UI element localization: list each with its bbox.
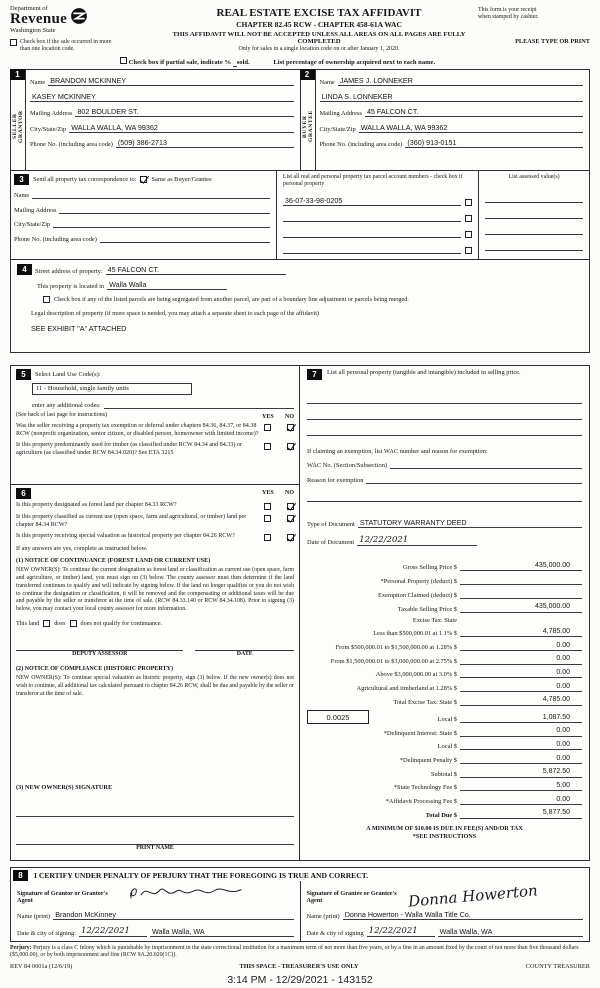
multi-location-label: Check box if the sale occurred in more than one location code. xyxy=(20,39,112,53)
corr-name-field[interactable] xyxy=(32,190,270,199)
state-technology-fee-label: *State Technology Fee $ xyxy=(393,784,457,792)
assessed-value-field-3[interactable] xyxy=(485,226,583,235)
s5-q1-yes-checkbox[interactable] xyxy=(264,424,271,431)
corr-phone-label: Phone No. (including area code) xyxy=(14,235,97,243)
seller-vertical-label: SELLER xyxy=(12,113,18,140)
excise-tax-state-header: Excise Tax: State xyxy=(412,616,457,624)
grantor-date-city-label: Date & city of signing: xyxy=(17,929,76,937)
personal-property-checkbox-2[interactable] xyxy=(465,215,472,222)
grantor-name-print-field[interactable]: Brandon McKinney xyxy=(53,910,293,920)
legal-description-label: Legal description of property (if more space is needed, you may attach a separate sheet to each page of the affidavit) xyxy=(31,310,319,317)
form-title: REAL ESTATE EXCISE TAX AFFIDAVIT xyxy=(216,7,422,19)
personal-property-checkbox-1[interactable] xyxy=(465,199,472,206)
seller-side-strip xyxy=(11,70,26,170)
form-chapter: CHAPTER 82.45 RCW - CHAPTER 458-61A WAC xyxy=(236,20,402,29)
s5-no-label: NO xyxy=(285,413,294,420)
exemption-intro: If claiming an exemption, list WAC number and reason for exemption: xyxy=(307,447,488,455)
parcel-header: List all real and personal property tax parcel account numbers - check box if personal property xyxy=(282,173,463,188)
section-5 xyxy=(10,365,300,485)
subtotal-value[interactable]: 5,872.50 xyxy=(460,768,582,778)
tier4-value[interactable]: 0.00 xyxy=(460,669,582,679)
agricultural-label: Agricultural and timberland at 1.28% $ xyxy=(356,685,457,693)
section-4 xyxy=(10,259,590,353)
grantor-name-print-label: Name (print) xyxy=(17,913,51,921)
print-name-line[interactable] xyxy=(16,833,294,845)
wac-label: WAC No. (Section/Subsection) xyxy=(307,462,388,470)
street-address-label: Street address of property: xyxy=(35,267,103,275)
additional-codes-field[interactable] xyxy=(104,400,294,409)
delinquent-penalty-label: *Delinquent Penalty $ xyxy=(399,757,457,765)
corr-city-field[interactable] xyxy=(53,219,270,228)
land-use-code-select[interactable]: 11 - Household, single family units xyxy=(32,383,192,395)
grantee-name-print-field[interactable]: Donna Howerton - Walla Walla Title Co. xyxy=(343,910,583,920)
buyer-vertical-label: BUYER xyxy=(301,114,308,138)
s6-q2-no-checkbox[interactable] xyxy=(287,515,294,522)
s5-question-2 xyxy=(16,442,294,458)
s6-q3-text: Is this property receiving special valuation as historical property per chapter 84.26 RCW? xyxy=(16,533,235,540)
send-correspondence-label: Send all property tax correspondence to: xyxy=(33,175,137,183)
seller-name2-field[interactable]: KASEY MCKINNEY xyxy=(30,92,294,102)
taxable-selling-price-value[interactable]: 435,000.00 xyxy=(460,603,582,613)
located-in-label: This property is located in xyxy=(37,283,105,291)
wac-field[interactable] xyxy=(390,460,582,469)
land-use-label: Select Land Use Code(s): xyxy=(35,370,101,378)
parcel-number-field-2[interactable] xyxy=(283,213,461,222)
grantee-date-city-label: Date & city of signing xyxy=(306,929,364,937)
grantor-signature[interactable] xyxy=(112,883,262,905)
county-treasurer-label: COUNTY TREASURER xyxy=(525,963,590,971)
date-of-document-label: Date of Document xyxy=(307,538,355,546)
affidavit-processing-fee-value[interactable]: 0.00 xyxy=(460,796,582,806)
partial-sale-label: Check box if partial sale, indicate % xyxy=(128,58,232,66)
deputy-date-line[interactable] xyxy=(195,639,294,651)
buyer-phone-field[interactable]: (360) 913-0151 xyxy=(405,138,583,148)
section-7 xyxy=(299,365,590,861)
seller-city-label: City/State/Zip xyxy=(30,125,67,133)
segregated-label: Check box if any of the listed parcels are being segregated from another parcel, are part of a boundary line adjustment or parcels being merged. xyxy=(54,296,409,304)
s5-q2-no-checkbox[interactable] xyxy=(287,443,294,450)
personal-property-deduct-value[interactable] xyxy=(460,576,582,586)
s6-q1-text: Is this property designated as forest land per chapter 84.33 RCW? xyxy=(16,502,177,509)
form-header xyxy=(10,5,590,54)
tax-computation-block xyxy=(307,558,582,819)
print-name-label: PRINT NAME xyxy=(136,845,174,852)
parcel-number-field[interactable]: 36-07-33-98-0205 xyxy=(283,196,461,206)
see-instructions-note: *SEE INSTRUCTIONS xyxy=(412,832,477,840)
seller-section xyxy=(10,69,301,171)
exemption-claimed-value[interactable] xyxy=(460,589,582,599)
type-of-document-label: Type of Document xyxy=(307,520,355,528)
local-rate-box[interactable]: 0.0025 xyxy=(307,710,369,724)
minimum-due-note: A MINIMUM OF $10.00 IS DUE IN FEE(S) AND/OR TAX xyxy=(366,824,523,832)
buyer-name2-field[interactable]: LINDA S. LONNEKER xyxy=(320,92,584,102)
exemption-claimed-label: Exemption Claimed (deduct) $ xyxy=(378,591,457,599)
receipt-line2: when stamped by cashier. xyxy=(478,14,539,21)
seller-phone-label: Phone No. (including area code) xyxy=(30,141,113,149)
new-owner-signature-line[interactable] xyxy=(16,805,294,817)
segregated-checkbox[interactable] xyxy=(43,296,50,303)
total-excise-state-value[interactable]: 4,785.00 xyxy=(460,696,582,706)
perjury-note xyxy=(10,945,590,960)
s6-q3-no-checkbox[interactable] xyxy=(287,534,294,541)
personal-property-checkbox-3[interactable] xyxy=(465,231,472,238)
section-1-badge: 1 xyxy=(10,69,25,80)
perjury-label: Perjury: xyxy=(10,944,32,951)
personal-property-line-1[interactable] xyxy=(307,392,582,404)
s6-q1-yes-checkbox[interactable] xyxy=(264,503,271,510)
seller-phone-field[interactable]: (509) 386-2713 xyxy=(116,138,294,148)
corr-mailing-field[interactable] xyxy=(59,205,269,214)
buyer-side-strip xyxy=(301,70,316,170)
grantor-vertical-label: GRANTOR xyxy=(18,109,24,143)
deputy-date-label: DATE xyxy=(236,651,253,658)
dor-wordmark xyxy=(10,5,67,34)
buyer-city-label: City/State/Zip xyxy=(319,125,356,133)
section-4-badge: 4 xyxy=(17,264,32,275)
corr-phone-field[interactable] xyxy=(100,234,270,243)
parties-row xyxy=(10,69,590,171)
assessed-value-field-1[interactable] xyxy=(485,194,583,203)
buyer-name-label: Name xyxy=(319,79,335,87)
same-as-buyer-label: Same as Buyer/Grantee xyxy=(151,175,212,183)
parcel-number-field-3[interactable] xyxy=(283,229,461,238)
grantor-signing-city-field[interactable]: Walla Walla, WA xyxy=(150,927,294,937)
section-3 xyxy=(10,170,590,260)
perjury-body: Perjury is a class C felony which is punishable by imprisonment in the state correctional institution for a maximum term of not more than five years, or by a fine in an amount fixed by the court of not more than five thousand dollars ($5,000.00), or by both imprisonment and fine (RCW 9A.20.020(1C)). xyxy=(10,944,579,959)
deputy-assessor-signature-line[interactable] xyxy=(16,639,183,651)
delinquent-penalty-value[interactable]: 0.00 xyxy=(460,755,582,765)
s6-q3-yes-checkbox[interactable] xyxy=(264,534,271,541)
section-6 xyxy=(10,484,300,861)
notice-compliance-title: (2) NOTICE OF COMPLIANCE (HISTORIC PROPERTY) xyxy=(16,665,174,672)
s6-question-2 xyxy=(16,514,294,530)
grantee-signing-city-field[interactable]: Walla Walla, WA xyxy=(438,927,583,937)
section-5-badge: 5 xyxy=(16,369,31,380)
local-tax-row xyxy=(307,710,582,723)
seller-mailing-field[interactable]: 802 BOULDER ST. xyxy=(75,107,293,117)
type-of-document-field[interactable]: STATUTORY WARRANTY DEED xyxy=(358,518,582,528)
notice-continuance-title: (1) NOTICE OF CONTINUANCE (FOREST LAND OR CURRENT USE) xyxy=(16,557,211,564)
section-8-badge: 8 xyxy=(13,870,28,881)
subtotal-label: Subtotal $ xyxy=(430,770,457,778)
parcel-column xyxy=(277,171,479,259)
total-excise-state-label: Total Excise Tax: State $ xyxy=(393,698,457,706)
corr-mailing-label: Mailing Address xyxy=(14,206,57,214)
deputy-assessor-row xyxy=(16,639,294,658)
street-address-field[interactable]: 45 FALCON CT. xyxy=(106,265,286,275)
header-titles xyxy=(160,5,478,54)
local-tax-value[interactable]: 1,087.50 xyxy=(460,714,582,724)
reason-line-2[interactable] xyxy=(307,490,582,502)
section-6-badge: 6 xyxy=(16,488,31,499)
s5-q1-text: Was the seller receiving a property tax exemption or deferral under chapters 84.36, 84.37, or 84.38 RCW (nonprofit organization, senior citizen, or disabled person, homeowner with limited income)? xyxy=(16,423,259,438)
multi-location-checkbox[interactable] xyxy=(10,39,17,46)
section-3-badge: 3 xyxy=(14,174,29,185)
s6-no-label: NO xyxy=(285,490,294,497)
delinquent-interest-local-value[interactable]: 0.00 xyxy=(460,741,582,751)
grantee-signing-date-field[interactable]: 12/22/2021 xyxy=(367,926,435,937)
delinquent-interest-state-value[interactable]: 0.00 xyxy=(460,727,582,737)
buyer-phone-label: Phone No. (including area code) xyxy=(319,141,403,149)
s6-yes-label: YES xyxy=(262,490,274,497)
tier4-label: Above $3,000,000.00 at 3.0% $ xyxy=(375,671,457,679)
total-due-label: Total Due $ xyxy=(425,811,457,819)
section-2-badge: 2 xyxy=(300,69,315,80)
s6-question-1 xyxy=(16,502,294,510)
see-back-note: (See back of last page for instructions) xyxy=(16,412,107,419)
grantor-signature-scribble xyxy=(112,883,262,903)
personal-property-line-2[interactable] xyxy=(307,408,582,420)
seller-city-field[interactable]: WALLA WALLA, WA 99362 xyxy=(69,123,293,133)
affidavit-processing-fee-label: *Affidavit Processing Fee $ xyxy=(385,798,457,806)
s5-yes-label: YES xyxy=(262,413,274,420)
buyer-name-field[interactable]: JAMES J. LONNEKER xyxy=(338,76,583,86)
revenue-wordmark: Revenue xyxy=(10,11,68,27)
parcel-number-field-4[interactable] xyxy=(283,245,461,254)
washington-state-label: Washington State xyxy=(10,27,56,34)
please-type-label: PLEASE TYPE OR PRINT xyxy=(515,37,590,45)
partial-sale-row xyxy=(10,57,590,66)
footer-row xyxy=(10,963,590,970)
certify-statement: I CERTIFY UNDER PENALTY OF PERJURY THAT THE FOREGOING IS TRUE AND CORRECT. xyxy=(34,870,369,880)
partial-sold-label: sold. xyxy=(236,58,250,66)
section-8 xyxy=(10,867,590,942)
s5-q2-text: Is this property predominantly used for timber (as classified under RCW 84.34 and 84.33) or agriculture (as classified under RCW 84.34.020)? See ETA 3215 xyxy=(16,442,242,457)
grantee-name-print-label: Name (print) xyxy=(306,913,340,921)
s5-q2-yes-checkbox[interactable] xyxy=(264,443,271,450)
date-of-document-field[interactable]: 12/22/2021 xyxy=(357,535,477,546)
local-tax-label: Local $ xyxy=(437,716,457,723)
receipt-line1: This form is your receipt xyxy=(478,7,537,13)
assessed-value-field-4[interactable] xyxy=(485,242,583,251)
additional-codes-label: enter any additional codes: xyxy=(32,402,101,410)
middle-region xyxy=(10,365,590,861)
if-yes-note: If any answers are yes, complete as instructed below. xyxy=(16,545,148,553)
land-does-not-checkbox[interactable] xyxy=(70,620,77,627)
completion-warning: THIS AFFIDAVIT WILL NOT BE ACCEPTED UNLESS ALL AREAS ON ALL PAGES ARE FULLY COMPLETED xyxy=(172,31,466,45)
s5-question-1 xyxy=(16,423,294,439)
rev-form-number: REV 84 0001a (12/6/19) xyxy=(10,963,73,971)
legal-description-value[interactable]: SEE EXHIBIT "A" ATTACHED xyxy=(31,323,127,333)
deputy-assessor-label: DEPUTY ASSESSOR xyxy=(72,651,128,658)
tier2-label: From $500,000.01 to $1,500,000.00 at 1.28% $ xyxy=(335,644,457,652)
reason-field[interactable] xyxy=(366,475,582,484)
receipt-note xyxy=(478,5,590,54)
reason-label: Reason for exemption xyxy=(307,476,364,484)
buyer-section xyxy=(300,69,591,171)
tier1-value[interactable]: 4,785.00 xyxy=(460,628,582,638)
gross-selling-price-value[interactable]: 435,000.00 xyxy=(460,562,582,572)
grantee-signing-block xyxy=(300,881,590,941)
single-location-note: Only for sales in a single location code on or after January 1, 2020. xyxy=(238,46,400,52)
section-7-badge: 7 xyxy=(307,369,322,380)
state-technology-fee-value[interactable]: 5.00 xyxy=(460,782,582,792)
seller-name-label: Name xyxy=(30,79,46,87)
new-owner-signature-label: (3) NEW OWNER(S) SIGNATURE xyxy=(16,783,113,791)
personal-property-line-3[interactable] xyxy=(307,424,582,436)
delinquent-interest-local-label: Local $ xyxy=(437,743,457,751)
notice-continuance-body: NEW OWNER(S): To continue the current designation as forest land or classification as current use (open space, farm and agriculture, or timber) land, you must sign on (3) below. The county assessor must then determine if the land transferred continues to qualify and will indicate by signing below. If the land no longer qualifies or you do not wish to continue the designation or classification, it will be removed and the compensating or additional taxes will be due and payable by the seller or transferor at the time of sale. (RCW 84.33.140 or RCW 84.34.108). Prior to signing (3) below, you may contact your local county assessor for more information. xyxy=(16,567,294,612)
land-qualify-row xyxy=(16,620,294,628)
s6-q2-text: Is this property classified as current use (open space, farm and agricultural, or timber) land per chapter 84.34 RCW? xyxy=(16,513,247,528)
corr-city-label: City/State/Zip xyxy=(14,221,51,229)
dept-of-label: Department of xyxy=(10,5,48,12)
tier3-label: From $1,500,000.01 to $3,000,000.00 at 2.75% $ xyxy=(330,657,457,665)
personal-property-checkbox-4[interactable] xyxy=(465,247,472,254)
dor-logo-block xyxy=(10,5,160,54)
grantee-vertical-label: GRANTEE xyxy=(307,110,314,143)
grantor-signature-label: Signature of Grantor or Grantor's Agent xyxy=(17,889,108,905)
s6-q1-no-checkbox[interactable] xyxy=(287,503,294,510)
tier3-value[interactable]: 0.00 xyxy=(460,655,582,665)
s6-question-3 xyxy=(16,533,294,541)
agricultural-value[interactable]: 0.00 xyxy=(460,683,582,693)
seller-name-field[interactable]: BRANDON MCKINNEY xyxy=(48,76,293,86)
multi-location-row xyxy=(10,39,160,54)
grantor-signing-date-field[interactable]: 12/22/2021 xyxy=(79,926,147,937)
does-not-label: does not qualify for continuance. xyxy=(80,619,163,627)
ownership-note: List percentage of ownership acquired next to each name. xyxy=(273,58,436,66)
assessed-value-field-2[interactable] xyxy=(485,210,583,219)
seller-mailing-label: Mailing Address xyxy=(30,110,73,118)
personal-property-deduct-label: *Personal Property (deduct) $ xyxy=(380,578,457,586)
corr-name-label: Name xyxy=(14,192,30,200)
same-as-buyer-checkbox[interactable] xyxy=(140,176,147,183)
grantor-signing-block xyxy=(11,881,300,941)
does-label: does xyxy=(54,619,66,627)
personal-property-label: List all personal property (tangible and intangible) included in selling price. xyxy=(327,368,521,376)
partial-sale-checkbox[interactable] xyxy=(120,57,127,64)
tier2-value[interactable]: 0.00 xyxy=(460,642,582,652)
grantee-signature-label: Signature of Grantee or Grantee's Agent xyxy=(306,889,397,905)
scan-timestamp: 3:14 PM - 12/29/2021 - 143152 xyxy=(227,974,373,987)
s6-yes-no-header xyxy=(262,490,294,496)
buyer-mailing-label: Mailing Address xyxy=(319,110,362,118)
located-in-field[interactable]: Walla Walla xyxy=(107,280,227,290)
assessed-column xyxy=(479,171,589,259)
s5-q1-no-checkbox[interactable] xyxy=(287,424,294,431)
grantee-signature[interactable]: Donna Howerton xyxy=(406,881,538,911)
revenue-swirl-icon xyxy=(69,7,89,25)
treasurer-space-label: THIS SPACE - TREASURER'S USE ONLY xyxy=(239,963,359,971)
s6-q2-yes-checkbox[interactable] xyxy=(264,515,271,522)
delinquent-interest-state-label: *Delinquent Interest: State $ xyxy=(383,729,457,737)
land-does-checkbox[interactable] xyxy=(43,620,50,627)
buyer-city-field[interactable]: WALLA WALLA, WA 99362 xyxy=(359,123,583,133)
this-land-label: This land xyxy=(16,619,40,627)
notice-compliance-body: NEW OWNER(S): To continue special valuation as historic property, sign (3) below. If the new owner(s) does not wish to continue, all additional tax calculated pursuant to chapter 84.26 RCW, shall be due and payable by the seller or transferor at the time of sale. xyxy=(16,675,294,697)
buyer-mailing-field[interactable]: 45 FALCON CT. xyxy=(365,107,583,117)
taxable-selling-price-label: Taxable Selling Price $ xyxy=(397,605,457,613)
correspondence-column xyxy=(11,171,277,259)
gross-selling-price-label: Gross Selling Price $ xyxy=(402,564,457,572)
total-due-value[interactable]: 5,877.50 xyxy=(460,809,582,819)
assessed-header: List assessed value(s) xyxy=(508,173,560,180)
tier1-label: Less than $500,000.01 at 1.1% $ xyxy=(373,630,457,638)
s5-yes-no-header xyxy=(262,414,294,420)
